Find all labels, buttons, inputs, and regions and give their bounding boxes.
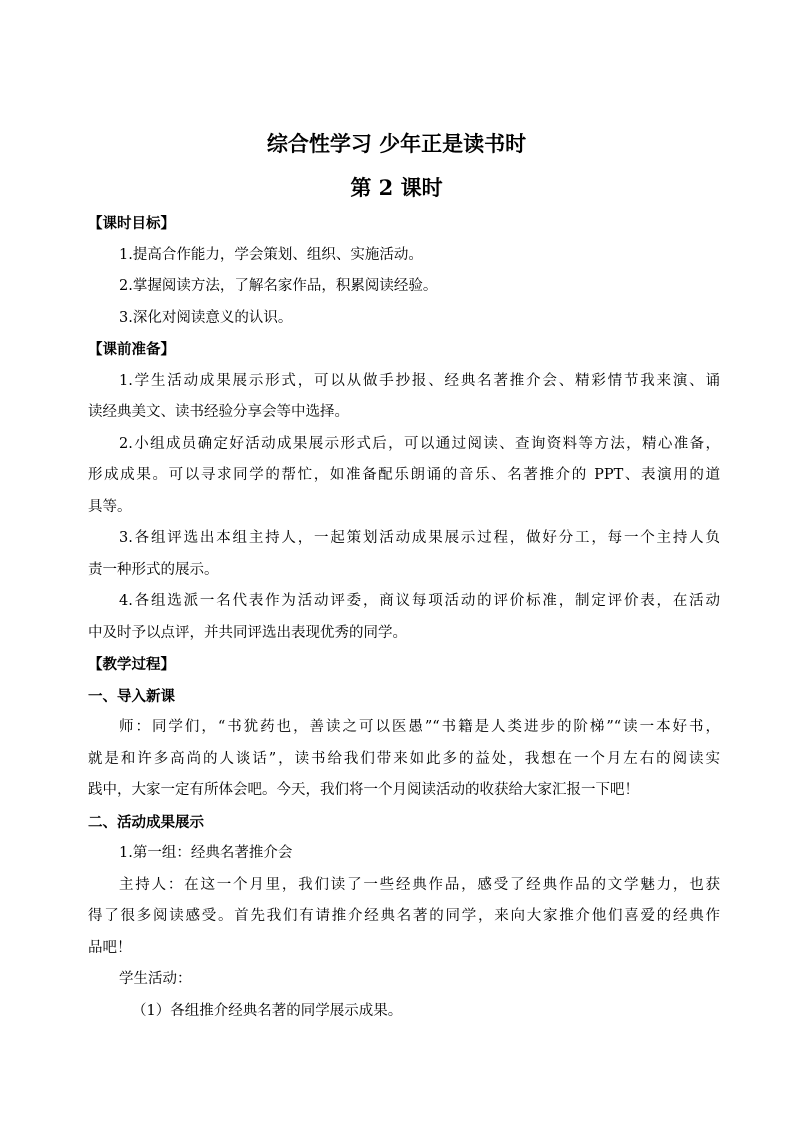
- lesson-number: 第 2 课时: [350, 175, 443, 200]
- objective-item: 3.深化对阅读意义的认识。: [119, 309, 293, 326]
- preparation-line: 责一种形式的展示。: [88, 561, 219, 578]
- section-heading-preparation: 【课前准备】: [88, 341, 175, 358]
- activity-line: 1.第一组：经典名著推介会: [119, 845, 293, 861]
- document-body: [88, 208, 720, 1027]
- preparation-line: 读经典美文、读书经验分享会等中选择。: [88, 404, 349, 420]
- activity-line: （1）各组推介经典名著的同学展示成果。: [132, 1002, 403, 1019]
- activity-line: 学生活动：: [119, 971, 192, 987]
- activity-line: 得了很多阅读感受。首先我们有请推介经典名著的同学，来向大家推介他们喜爱的经典作: [88, 908, 720, 924]
- document-title: 综合性学习 少年正是读书时: [266, 131, 527, 156]
- intro-line: 就是和许多高尚的人谈话”，读书给我们带来如此多的益处，我想在一个月左右的阅读实: [88, 750, 720, 767]
- preparation-line: 1.学生活动成果展示形式，可以从做手抄报、经典名著推介会、精彩情节我来演、诵: [119, 372, 720, 389]
- section-heading-objectives: 【课时目标】: [88, 215, 175, 232]
- preparation-line: 2.小组成员确定好活动成果展示形式后，可以通过阅读、查询资料等方法，精心准备，: [119, 435, 720, 452]
- preparation-line: 3.各组评选出本组主持人，一起策划活动成果展示过程，做好分工，每一个主持人负: [119, 530, 720, 546]
- section-heading-process: 【教学过程】: [88, 656, 175, 673]
- preparation-line: 具等。: [88, 498, 132, 515]
- activity-line: 品吧！: [88, 939, 132, 956]
- subheading-activity-showcase: 二、活动成果展示: [88, 813, 204, 831]
- objective-item: 1.提高合作能力，学会策划、组织、实施活动。: [119, 246, 423, 263]
- activity-line: 主持人：在这一个月里，我们读了一些经典作品，感受了经典作品的文学魅力，也获: [119, 876, 720, 893]
- subheading-introduction: 一、导入新课: [88, 687, 175, 705]
- preparation-line: 4.各组选派一名代表作为活动评委，商议每项活动的评价标准，制定评价表，在活动: [119, 593, 720, 609]
- intro-line: 师：同学们，“书犹药也，善读之可以医愚”“书籍是人类进步的阶梯”“读一本好书，: [119, 719, 720, 735]
- intro-line: 践中，大家一定有所体会吧。今天，我们将一个月阅读活动的收获给大家汇报一下吧！: [88, 782, 639, 798]
- preparation-line: 形成成果。可以寻求同学的帮忙，如准备配乐朗诵的音乐、名著推介的 PPT、表演用的道: [88, 467, 720, 483]
- preparation-line: 中及时予以点评，并共同评选出表现优秀的同学。: [88, 624, 407, 641]
- objective-item: 2.掌握阅读方法，了解名家作品，积累阅读经验。: [119, 278, 438, 294]
